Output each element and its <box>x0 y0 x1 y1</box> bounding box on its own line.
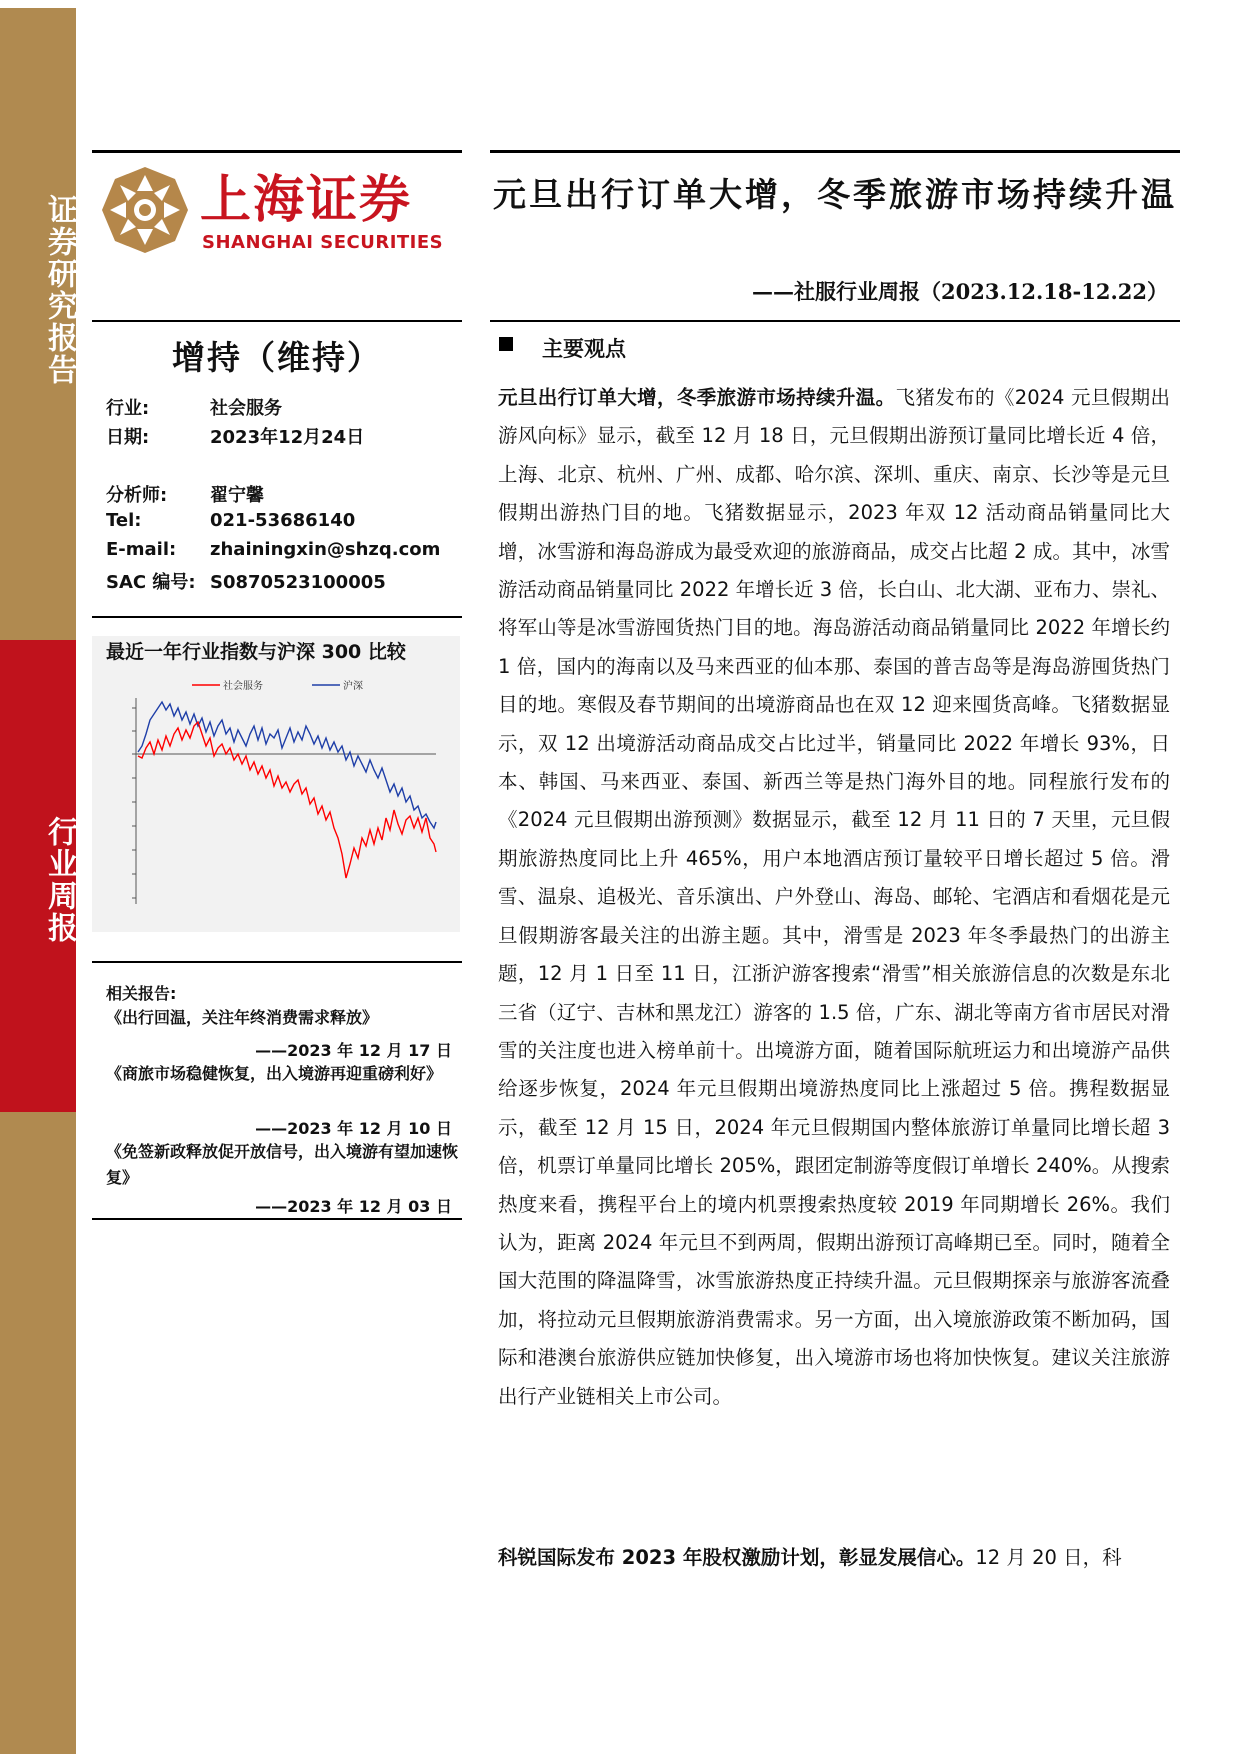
report-subtitle: ——社服行业周报（2023.12.18-12.22） <box>752 279 1168 304</box>
date-row <box>106 423 364 449</box>
tel-value: 021-53686140 <box>210 510 356 531</box>
rating: 增持（维持） <box>172 338 382 377</box>
paragraph-1-lead: 元旦出行订单大增，冬季旅游市场持续升温。 <box>498 386 896 409</box>
analyst-label: 分析师: <box>106 485 168 506</box>
logo-en-name: SHANGHAI SECURITIES <box>202 232 444 253</box>
email-label: E-mail: <box>106 539 177 560</box>
legend-label-hs300: 沪深 <box>343 681 363 692</box>
related-reports-heading: 相关报告: <box>106 984 177 1003</box>
date-label: 日期: <box>106 427 150 448</box>
top-rule-left <box>92 150 462 153</box>
sac-value: S0870523100005 <box>210 572 386 593</box>
paragraph-1 <box>498 379 1170 1416</box>
sidebar-report-category: 行业周报 <box>42 816 77 944</box>
legend-label-social-services: 社会服务 <box>223 681 263 692</box>
related-report-3-date: ——2023 年 12 月 03 日 <box>255 1197 452 1216</box>
related-bottom-rule <box>92 1218 462 1220</box>
paragraph-2 <box>498 1539 1170 1577</box>
industry-label: 行业: <box>106 398 150 419</box>
chart-bottom-rule <box>92 961 462 963</box>
tel-label: Tel: <box>106 510 142 531</box>
header-rule-left <box>92 320 462 322</box>
industry-value: 社会服务 <box>210 398 282 419</box>
chart-title: 最近一年行业指数与沪深 300 比较 <box>106 641 406 663</box>
index-comparison-chart <box>92 668 460 930</box>
related-report-2[interactable]: 《商旅市场稳健恢复，出入境游再迎重磅利好》 <box>106 1064 443 1083</box>
paragraph-2-lead: 科锐国际发布 2023 年股权激励计划，彰显发展信心。 <box>498 1546 976 1569</box>
logo-emblem-icon <box>100 165 190 255</box>
sidebar-bottom-band <box>0 1112 76 1754</box>
related-report-2-date: ——2023 年 12 月 10 日 <box>255 1119 452 1138</box>
section-heading: 主要观点 <box>542 337 626 361</box>
related-report-1-date: ——2023 年 12 月 17 日 <box>255 1041 452 1060</box>
email-row <box>106 539 440 560</box>
industry-row <box>106 394 282 420</box>
series-line-social-services <box>138 722 436 878</box>
top-rule-right <box>490 150 1180 153</box>
paragraph-2-text: 12 月 20 日，科 <box>975 1546 1122 1569</box>
related-report-1[interactable]: 《出行回温，关注年终消费需求释放》 <box>106 1008 379 1027</box>
report-title: 元旦出行订单大增，冬季旅游市场持续升温 <box>493 175 1177 214</box>
sac-label: SAC 编号: <box>106 572 196 593</box>
sac-row <box>106 568 386 594</box>
logo-cn-name: 上海证券 <box>200 171 413 230</box>
analyst-row <box>106 481 264 507</box>
analyst-value: 翟宁馨 <box>210 485 264 506</box>
sidebar-report-type: 证券研究报告 <box>42 194 77 386</box>
email-value[interactable]: zhainingxin@shzq.com <box>210 539 441 560</box>
tel-row <box>106 510 355 531</box>
y-ticks <box>132 708 136 898</box>
info-rule <box>92 616 462 618</box>
related-report-3[interactable]: 《免签新政释放促开放信号，出入境游有望加速恢复》 <box>106 1142 459 1187</box>
section-bullet-icon <box>499 337 513 351</box>
header-rule-right <box>490 320 1180 322</box>
series-line-hs300 <box>138 702 436 828</box>
date-value: 2023年12月24日 <box>210 427 365 448</box>
company-logo <box>100 165 190 255</box>
paragraph-1-text: 飞猪发布的《2024 元旦假期出游风向标》显示，截至 12 月 18 日，元旦假期出游预订量同比增长近 4 倍，上海、北京、杭州、广州、成都、哈尔滨、深圳、重庆、南京、长沙等是元旦假期出游热门目的地。飞猪数据显示，2023 年双 12 活动商品销量同比大增，冰雪游和海岛游成为最受欢迎的旅游商品，成交占比超 2 成。其中，冰雪游活动商品销量同比 2022 年增长近 3 倍，长白山、北大湖、亚布力、崇礼、将军山等是冰雪游囤货热门目的地。海岛游活动商品销量同比 2022 年增长约 1 倍，国内的海南以及马来西亚的仙本那、泰国的普吉岛等是海岛游囤货热门目的地。寒假及春节期间的出境游商品也在双 12 迎来囤货高峰。飞猪数据显示，双 12 出境游活动商品成交占比过半，销量同比 2022 年增长 93%，日本、韩国、马来西亚、泰国、新西兰等是热门海外目的地。同程旅行发布的《2024 元旦假期出游预测》数据显示，截至 12 月 11 日的 7 天里，元旦假期旅游热度同比上升 465%，用户本地酒店预订量较平日增长超过 5 倍。滑雪、温泉、追极光、音乐演出、户外登山、海岛、邮轮、宅酒店和看烟花是元旦假期游客最关注的出游主题。其中，滑雪是 2023 年冬季最热门的出游主题，12 月 1 日至 11 日，江浙沪游客搜索“滑雪”相关旅游信息的次数是东北三省（辽宁、吉林和黑龙江）游客的 1.5 倍，广东、湖北等南方省市居民对滑雪的关注度也进入榜单前十。出境游方面，随着国际航班运力和出境游产品供给逐步恢复，2024 年元旦假期出境游热度同比上涨超过 5 倍。携程数据显示，截至 12 月 15 日，2024 年元旦假期国内整体旅游订单量同比增长超 3 倍，机票订单量同比增长 205%，跟团定制游等度假订单增长 240%。从搜索热度来看，携程平台上的境内机票搜索热度较 2019 年同期增长 26%。我们认为，距离 2024 年元旦不到两周，假期出游预订高峰期已至。同时，随着全国大范围的降温降雪，冰雪旅游热度正持续升温。元旦假期探亲与旅游客流叠加，将拉动元旦假期旅游消费需求。另一方面，出入境旅游政策不断加码，国际和港澳台旅游供应链加快修复，出入境游市场也将加快恢复。建议关注旅游出行产业链相关上市公司。 <box>498 386 1170 1408</box>
